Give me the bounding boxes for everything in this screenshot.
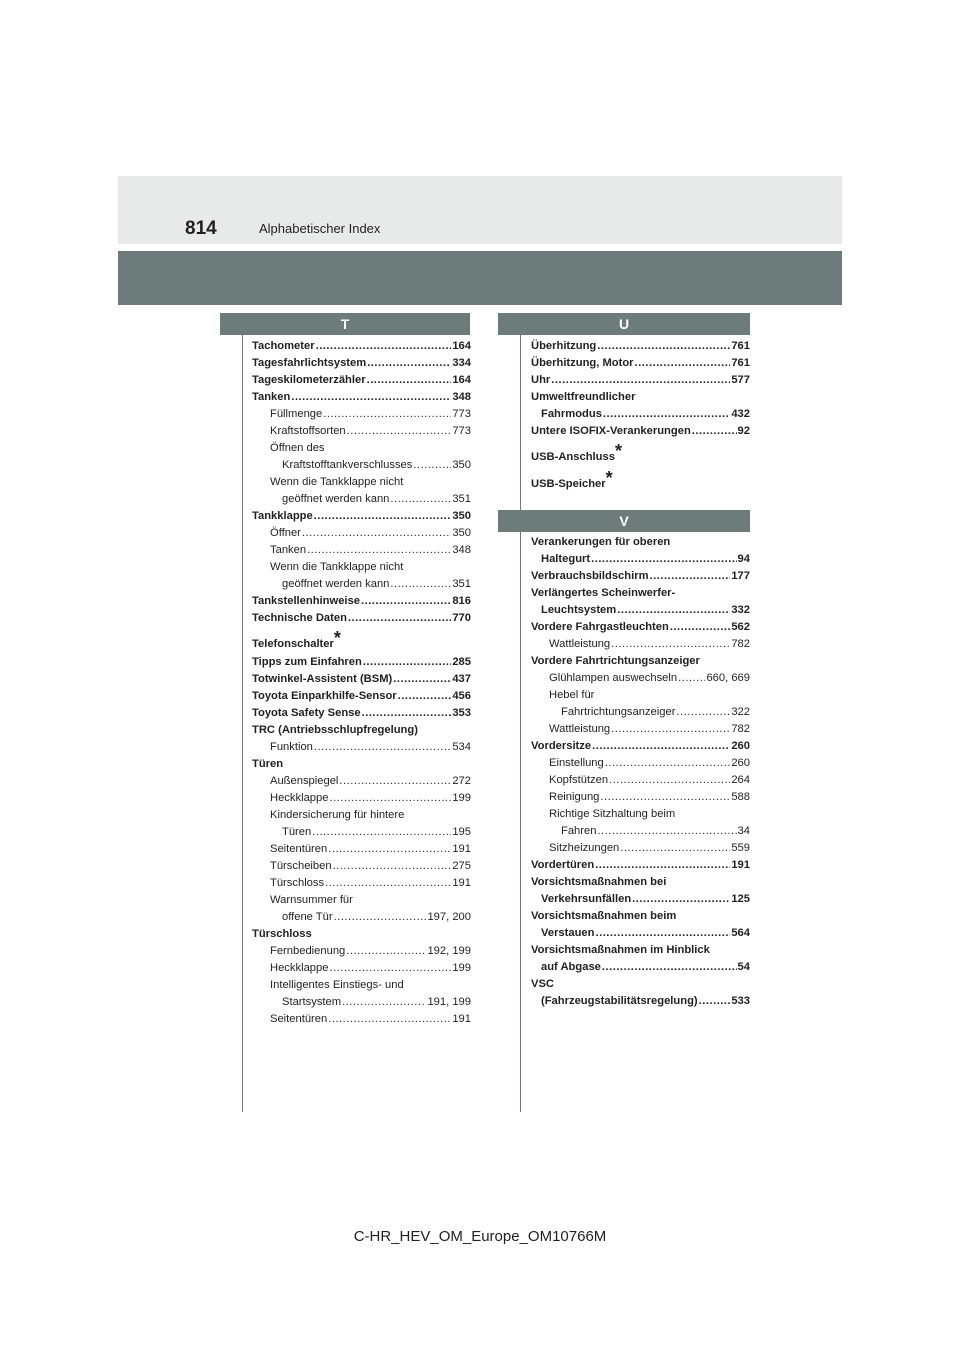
index-entry (531, 440, 750, 467)
index-entry-page: 285 (452, 656, 471, 668)
index-entry-text: Vorsichtsmaßnahmen beim (531, 910, 677, 922)
index-entry-text: Kraftstofftankverschlusses (282, 459, 413, 471)
index-entry-text: Vordere Fahrgastleuchten (531, 621, 669, 633)
leader-dots (347, 423, 452, 440)
leader-dots (390, 491, 451, 508)
index-entry-page: 197, 200 (427, 911, 471, 923)
index-entry (252, 892, 471, 909)
index-entry-text: Technische Daten (252, 612, 347, 624)
leader-dots (291, 389, 451, 406)
leader-dots (676, 704, 730, 721)
index-entry (531, 908, 750, 925)
leader-dots (635, 355, 731, 372)
leader-dots (597, 823, 736, 840)
leader-dots (600, 789, 730, 806)
index-entry (252, 525, 471, 542)
index-entry (252, 943, 471, 960)
index-entry-page: 770 (452, 612, 471, 624)
leader-dots (611, 721, 730, 738)
index-entry-text: Toyota Safety Sense (252, 707, 361, 719)
index-entry-text: (Fahrzeugstabilitätsregelung) (541, 995, 698, 1007)
index-entry (531, 755, 750, 772)
index-entry-text: USB-Anschluss (531, 451, 615, 463)
index-entry-page: 275 (452, 860, 471, 872)
leader-dots (361, 593, 451, 610)
index-entry-text: geöffnet werden kann (282, 578, 390, 590)
index-entry-text: Seitentüren (270, 1013, 328, 1025)
index-entry-page: 534 (452, 741, 471, 753)
index-entry-page: 564 (731, 927, 750, 939)
index-entry-text: Tagesfahrlichtsystem (252, 357, 367, 369)
index-entry-text: Einstellung (549, 757, 604, 769)
leader-dots (592, 738, 730, 755)
leader-dots (595, 925, 730, 942)
leader-dots (316, 338, 452, 355)
leader-dots (314, 739, 451, 756)
leader-dots (329, 790, 451, 807)
index-entry-page: 533 (731, 995, 750, 1007)
index-entry-text: Verstauen (541, 927, 595, 939)
index-entry (252, 423, 471, 440)
index-entry-page: 350 (452, 510, 471, 522)
index-entry-page: 191, 199 (427, 996, 471, 1008)
left-column-rule (242, 334, 243, 1112)
leader-dots (333, 858, 452, 875)
index-entry-text: Wattleistung (549, 723, 611, 735)
index-entry (252, 474, 471, 491)
index-entry-page: 660, 669 (706, 672, 750, 684)
index-entry-text: Fahren (561, 825, 597, 837)
index-entry (252, 807, 471, 824)
index-entry (531, 602, 750, 619)
leader-dots (348, 610, 451, 627)
index-entry (252, 457, 471, 474)
index-entry (531, 568, 750, 585)
index-entry (252, 960, 471, 977)
index-entry-page: 322 (731, 706, 750, 718)
leader-dots (334, 909, 427, 926)
index-entry-page: 192, 199 (427, 945, 471, 957)
index-entry-text: Vordersitze (531, 740, 592, 752)
index-entry (531, 823, 750, 840)
index-entry (252, 977, 471, 994)
index-entry-page: 816 (452, 595, 471, 607)
leader-dots (617, 602, 730, 619)
index-entry-page: 195 (452, 826, 471, 838)
leader-dots (605, 755, 731, 772)
index-entry-text: Untere ISOFIX-Verankerungen (531, 425, 691, 437)
index-entry-text: Vordertüren (531, 859, 595, 871)
index-entry (252, 790, 471, 807)
header-strip (118, 176, 842, 244)
index-entry (252, 610, 471, 627)
index-entry (252, 756, 471, 773)
leader-dots (328, 841, 451, 858)
index-entry-page: 177 (731, 570, 750, 582)
leader-dots (339, 773, 451, 790)
page-number: 814 (185, 218, 217, 239)
index-entry (252, 722, 471, 739)
index-entry (531, 585, 750, 602)
index-entry-text: TRC (Antriebsschlupfregelung) (252, 724, 418, 736)
index-entry-page: 773 (452, 408, 471, 420)
index-entry-page: 191 (731, 859, 750, 871)
index-entry-text: Wattleistung (549, 638, 611, 650)
index-entry (252, 705, 471, 722)
index-entry-page: 34 (737, 825, 750, 837)
index-entry-text: offene Tür (282, 911, 333, 923)
index-entry (252, 440, 471, 457)
leader-dots (342, 994, 426, 1011)
index-entry (252, 994, 471, 1011)
index-entry-page: 773 (452, 425, 471, 437)
index-entry-page: 559 (731, 842, 750, 854)
index-column-right-v (531, 534, 750, 1010)
index-entry-text: Totwinkel-Assistent (BSM) (252, 673, 393, 685)
index-entry-page: 348 (452, 544, 471, 556)
index-entry-text: Verbrauchsbildschirm (531, 570, 649, 582)
index-entry-page: 350 (452, 527, 471, 539)
index-entry-text: Toyota Einparkhilfe-Sensor (252, 690, 397, 702)
leader-dots (620, 840, 730, 857)
index-entry (252, 824, 471, 841)
index-column-right-u (531, 338, 750, 494)
leader-dots (609, 772, 730, 789)
document-code: C-HR_HEV_OM_Europe_OM10766M (353, 1228, 607, 1245)
index-entry-text: Reinigung (549, 791, 600, 803)
index-entry (252, 773, 471, 790)
index-entry-text: Intelligentes Einstiegs- und (270, 979, 404, 991)
index-entry (531, 891, 750, 908)
index-entry (531, 840, 750, 857)
index-entry-text: Hebel für (549, 689, 595, 701)
index-entry-text: Fahrmodus (541, 408, 602, 420)
index-entry-text: Tankklappe (252, 510, 313, 522)
index-entry (531, 942, 750, 959)
index-entry (531, 874, 750, 891)
index-entry (531, 721, 750, 738)
index-entry-text: Vordere Fahrtrichtungsanzeiger (531, 655, 700, 667)
index-entry-page: 577 (731, 374, 750, 386)
leader-dots (367, 372, 452, 389)
index-entry (531, 338, 750, 355)
leader-dots (632, 891, 730, 908)
asterisk-mark: * (333, 628, 341, 648)
letter-header-v: V (498, 510, 750, 532)
index-entry (252, 491, 471, 508)
index-entry-text: Tipps zum Einfahren (252, 656, 362, 668)
index-entry (252, 627, 471, 654)
leader-dots (398, 688, 452, 705)
index-entry (252, 372, 471, 389)
index-entry (531, 738, 750, 755)
index-entry (531, 551, 750, 568)
leader-dots (307, 542, 451, 559)
index-entry-text: Kindersicherung für hintere (270, 809, 405, 821)
index-entry-text: Wenn die Tankklappe nicht (270, 561, 404, 573)
index-entry-text: Funktion (270, 741, 313, 753)
index-entry-text: Überhitzung (531, 340, 597, 352)
index-entry-text: geöffnet werden kann (282, 493, 390, 505)
index-entry-page: 351 (452, 578, 471, 590)
index-entry (252, 593, 471, 610)
index-entry-page: 260 (731, 740, 750, 752)
index-entry (252, 688, 471, 705)
index-entry-text: Leuchtsystem (541, 604, 617, 616)
index-entry (252, 875, 471, 892)
index-entry-text: Telefonschalter (252, 638, 334, 650)
index-column-left (252, 338, 471, 1028)
asterisk-mark: * (605, 468, 613, 488)
index-entry-text: Tankstellenhinweise (252, 595, 360, 607)
index-entry (252, 355, 471, 372)
index-entry-text: Verankerungen für oberen (531, 536, 671, 548)
index-entry (531, 959, 750, 976)
index-entry (531, 925, 750, 942)
index-entry (252, 559, 471, 576)
leader-dots (312, 824, 451, 841)
index-entry (252, 841, 471, 858)
leader-dots (602, 959, 737, 976)
index-entry-page: 264 (731, 774, 750, 786)
index-entry-text: Haltegurt (541, 553, 591, 565)
index-entry (252, 926, 471, 943)
index-entry-page: 92 (737, 425, 750, 437)
index-entry-text: Kopfstützen (549, 774, 609, 786)
index-entry-page: 761 (731, 340, 750, 352)
index-entry (531, 772, 750, 789)
index-entry-page: 191 (452, 1013, 471, 1025)
index-entry-page: 94 (737, 553, 750, 565)
index-entry (252, 406, 471, 423)
index-entry-text: Seitentüren (270, 843, 328, 855)
index-entry-text: Türscheiben (270, 860, 332, 872)
leader-dots (551, 372, 730, 389)
index-entry (252, 576, 471, 593)
leader-dots (393, 671, 451, 688)
index-entry-text: Vorsichtsmaßnahmen im Hinblick (531, 944, 710, 956)
header-band (118, 251, 842, 305)
index-entry (252, 671, 471, 688)
index-entry-text: Wenn die Tankklappe nicht (270, 476, 404, 488)
letter-header-u: U (498, 313, 750, 335)
index-entry-text: Füllmenge (270, 408, 323, 420)
index-entry (531, 467, 750, 494)
index-entry-text: Öffner (270, 527, 301, 539)
index-entry (531, 423, 750, 440)
leader-dots (413, 457, 451, 474)
index-entry (531, 619, 750, 636)
index-entry-text: Tanken (270, 544, 307, 556)
index-entry-text: VSC (531, 978, 555, 990)
leader-dots (603, 406, 730, 423)
index-entry-page: 348 (452, 391, 471, 403)
index-entry-text: Richtige Sitzhaltung beim (549, 808, 676, 820)
leader-dots (329, 960, 451, 977)
index-entry-text: Tanken (252, 391, 291, 403)
leader-dots (362, 705, 452, 722)
index-entry-page: 351 (452, 493, 471, 505)
index-entry-text: Türschloss (252, 928, 312, 940)
index-entry (531, 406, 750, 423)
index-entry-text: Vorsichtsmaßnahmen bei (531, 876, 667, 888)
leader-dots (302, 525, 451, 542)
index-entry-text: Heckklappe (270, 962, 329, 974)
index-entry (531, 993, 750, 1010)
index-entry-text: Türen (282, 826, 312, 838)
index-entry-page: 125 (731, 893, 750, 905)
index-entry-text: Heckklappe (270, 792, 329, 804)
section-title: Alphabetischer Index (259, 221, 381, 236)
index-entry (531, 534, 750, 551)
leader-dots (699, 993, 731, 1010)
index-entry (252, 739, 471, 756)
index-entry-text: Glühlampen auswechseln (549, 672, 678, 684)
index-entry-text: Fahrtrichtungsanzeiger (561, 706, 676, 718)
index-entry (252, 338, 471, 355)
index-entry-text: Warnsummer für (270, 894, 353, 906)
index-entry-text: Startsystem (282, 996, 342, 1008)
index-entry (531, 806, 750, 823)
leader-dots (650, 568, 731, 585)
index-entry (252, 389, 471, 406)
index-entry-text: Tageskilometerzähler (252, 374, 366, 386)
index-entry (252, 1011, 471, 1028)
index-entry-page: 456 (452, 690, 471, 702)
leader-dots (597, 338, 730, 355)
index-entry-page: 199 (452, 792, 471, 804)
index-entry (531, 687, 750, 704)
index-entry-text: Überhitzung, Motor (531, 357, 634, 369)
index-entry-text: USB-Speicher (531, 478, 606, 490)
index-entry-text: auf Abgase (541, 961, 601, 973)
index-entry-text: Umweltfreundlicher (531, 391, 636, 403)
index-entry-page: 782 (731, 638, 750, 650)
index-entry-page: 334 (452, 357, 471, 369)
index-entry-text: Uhr (531, 374, 551, 386)
index-entry-page: 164 (452, 374, 471, 386)
index-entry-text: Türen (252, 758, 284, 770)
leader-dots (328, 1011, 451, 1028)
leader-dots (314, 508, 452, 525)
index-entry-page: 199 (452, 962, 471, 974)
index-entry-page: 437 (452, 673, 471, 685)
index-entry (252, 508, 471, 525)
index-entry-text: Kraftstoffsorten (270, 425, 346, 437)
leader-dots (325, 875, 451, 892)
index-entry (531, 789, 750, 806)
index-entry (531, 857, 750, 874)
leader-dots (346, 943, 426, 960)
index-entry (252, 542, 471, 559)
index-entry (531, 636, 750, 653)
index-entry-page: 432 (731, 408, 750, 420)
index-entry-text: Verkehrsunfällen (541, 893, 632, 905)
index-entry (531, 372, 750, 389)
leader-dots (678, 670, 705, 687)
leader-dots (367, 355, 451, 372)
right-column-rule (520, 334, 521, 1112)
index-entry (531, 355, 750, 372)
leader-dots (363, 654, 452, 671)
index-entry-page: 191 (452, 877, 471, 889)
index-entry-page: 272 (452, 775, 471, 787)
index-entry (252, 909, 471, 926)
index-entry-page: 588 (731, 791, 750, 803)
index-entry-page: 164 (452, 340, 471, 352)
index-entry-text: Türschloss (270, 877, 325, 889)
index-entry-text: Fernbedienung (270, 945, 346, 957)
leader-dots (670, 619, 731, 636)
index-entry-text: Öffnen des (270, 442, 325, 454)
index-entry (531, 704, 750, 721)
index-entry (252, 654, 471, 671)
index-entry (531, 670, 750, 687)
index-entry-page: 353 (452, 707, 471, 719)
index-entry-page: 782 (731, 723, 750, 735)
index-entry-page: 350 (452, 459, 471, 471)
index-entry-page: 761 (731, 357, 750, 369)
letter-header-t: T (220, 313, 470, 335)
asterisk-mark: * (614, 441, 622, 461)
index-entry-text: Verlängertes Scheinwerfer- (531, 587, 676, 599)
leader-dots (591, 551, 736, 568)
leader-dots (595, 857, 730, 874)
index-entry-text: Außenspiegel (270, 775, 339, 787)
leader-dots (692, 423, 737, 440)
index-entry (252, 858, 471, 875)
index-entry-page: 54 (737, 961, 750, 973)
index-entry-text: Sitzheizungen (549, 842, 620, 854)
index-entry-page: 562 (731, 621, 750, 633)
index-entry-page: 260 (731, 757, 750, 769)
leader-dots (323, 406, 451, 423)
index-entry-page: 332 (731, 604, 750, 616)
index-entry (531, 976, 750, 993)
index-entry-text: Tachometer (252, 340, 315, 352)
index-entry (531, 653, 750, 670)
leader-dots (611, 636, 730, 653)
index-entry (531, 389, 750, 406)
index-entry-page: 191 (452, 843, 471, 855)
leader-dots (390, 576, 451, 593)
